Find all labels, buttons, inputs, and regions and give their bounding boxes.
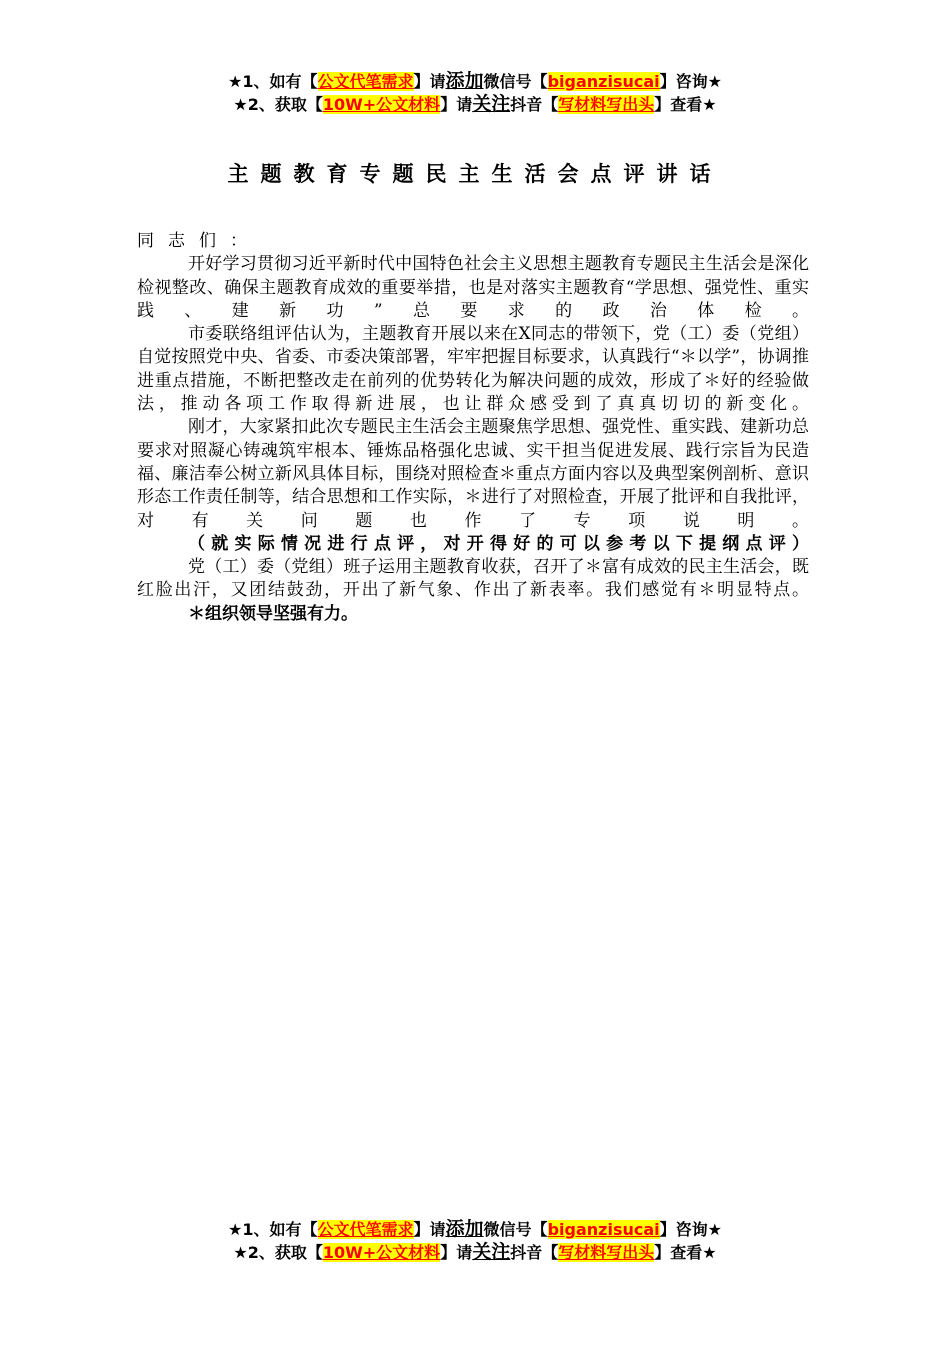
promo-emphasis: 添加 bbox=[445, 1218, 484, 1240]
promo-highlight: 10W+公文材料 bbox=[322, 1243, 441, 1262]
promo-line-1 bbox=[0, 1218, 950, 1241]
promo-text: ★2、获取【 bbox=[233, 95, 323, 114]
paragraph: 市委联络组评估认为，主题教育开展以来在X同志的带领下，党（工）委（党组）自觉按照党中央、省委、市委决策部署，牢牢把握目标要求，认真践行“＊以学”，协调推进重点措施，不断把整改走在前列的优势转化为解决问题的成效，形成了＊好的经验做法，推动各项工作取得新进展，也让群众感受到了真真切切的新变化。 bbox=[137, 324, 809, 415]
promo-wechat-id: biganzisucai bbox=[547, 72, 660, 91]
promo-banner-top bbox=[0, 70, 950, 116]
promo-text: ★1、如有【 bbox=[228, 72, 318, 91]
paragraph: 刚才，大家紧扣此次专题民主生活会主题聚焦学思想、强党性、重实践、建新功总要求对照凝心铸魂筑牢根本、锤炼品格强化忠诚、实干担当促进发展、践行宗旨为民造福、廉洁奉公树立新风具体目标，围绕对照检查＊重点方面内容以及典型案例剖析、意识形态工作责任制等，结合思想和工作实际，＊进行了对照检查，开展了批评和自我批评，对有关问题也作了专项说明。 bbox=[137, 417, 809, 531]
promo-text: 】咨询★ bbox=[659, 72, 722, 91]
promo-emphasis: 关注 bbox=[472, 93, 511, 115]
promo-douyin-account: 写材料写出头 bbox=[558, 95, 655, 114]
promo-text: 微信号【 bbox=[483, 72, 548, 91]
promo-wechat-id: biganzisucai bbox=[547, 1220, 660, 1239]
promo-text: 】请 bbox=[413, 72, 446, 91]
promo-text: 】请 bbox=[440, 1243, 473, 1262]
promo-text: ★2、获取【 bbox=[233, 1243, 323, 1262]
editorial-note: （就实际情况进行点评，对开得好的可以参考以下提纲点评） bbox=[188, 533, 809, 554]
promo-line-1 bbox=[0, 70, 950, 93]
promo-douyin-account: 写材料写出头 bbox=[558, 1243, 655, 1262]
promo-text: 】请 bbox=[440, 95, 473, 114]
promo-emphasis: 添加 bbox=[445, 70, 484, 92]
document-body bbox=[137, 230, 809, 626]
promo-text: 】查看★ bbox=[654, 1243, 717, 1262]
promo-highlight: 10W+公文材料 bbox=[322, 95, 441, 114]
promo-text: 抖音【 bbox=[510, 1243, 559, 1262]
paragraph: 党（工）委（党组）班子运用主题教育收获，召开了＊富有成效的民主生活会，既红脸出汗，又团结鼓劲，开出了新气象、作出了新表率。我们感觉有＊明显特点。 bbox=[137, 557, 809, 601]
promo-emphasis: 关注 bbox=[472, 1241, 511, 1263]
paragraph: 开好学习贯彻习近平新时代中国特色社会主义思想主题教育专题民主生活会是深化检视整改、确保主题教育成效的重要举措，也是对落实主题教育“学思想、强党性、重实践、建新功”总要求的政治体检。 bbox=[137, 254, 809, 321]
promo-text: 】请 bbox=[413, 1220, 446, 1239]
promo-line-2 bbox=[0, 1241, 950, 1264]
salutation: 同志们： bbox=[137, 231, 261, 251]
promo-text: 】查看★ bbox=[654, 95, 717, 114]
promo-banner-bottom bbox=[0, 1218, 950, 1264]
promo-text: ★1、如有【 bbox=[228, 1220, 318, 1239]
promo-highlight: 公文代笔需求 bbox=[317, 1220, 414, 1239]
promo-highlight: 公文代笔需求 bbox=[317, 72, 414, 91]
document-title: 主题教育专题民主生活会点评讲话 bbox=[227, 162, 723, 186]
promo-text: 微信号【 bbox=[483, 1220, 548, 1239]
promo-text: 抖音【 bbox=[510, 95, 559, 114]
promo-line-2 bbox=[0, 93, 950, 116]
point-heading: ＊组织领导坚强有力。 bbox=[188, 603, 358, 624]
promo-text: 】咨询★ bbox=[659, 1220, 722, 1239]
